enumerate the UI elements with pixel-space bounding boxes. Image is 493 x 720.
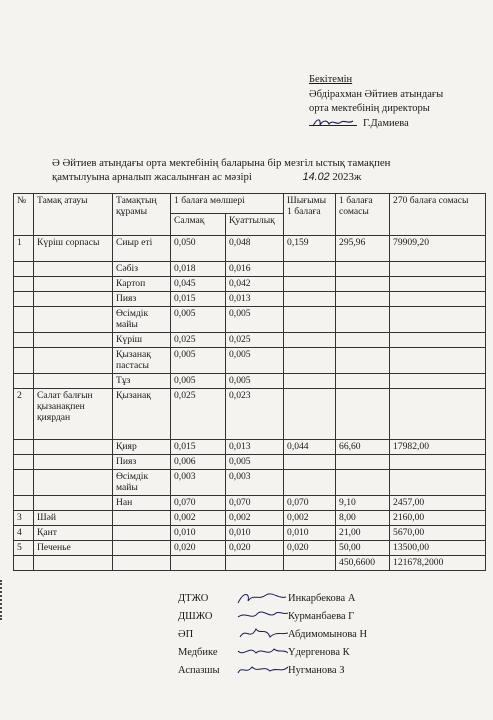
cell-out [284,333,336,348]
cell-no [14,292,34,307]
cell-c1 [336,455,390,470]
cell-c270: 17982,00 [390,440,486,455]
cell-ing: Пияз [113,455,171,470]
cell-w: 0,050 [171,236,226,262]
cell-c1: 8,00 [336,511,390,526]
cell-w: 0,010 [171,526,226,541]
signature-row [178,589,367,607]
handwritten-signature [236,589,288,607]
table-row [14,348,486,374]
table-row [14,511,486,526]
signature-name: Курманбаева Г [288,611,355,622]
cell-no [14,440,34,455]
title-line-2-text: қамтылуына арналып жасалынған ас мәзірі [52,171,252,183]
cell-no [14,307,34,333]
signature-row [178,607,367,625]
menu-table [13,193,486,571]
cell-no [14,455,34,470]
cell-out [284,277,336,292]
cell-c1 [336,374,390,389]
cell-out [284,455,336,470]
cell-w: 0,015 [171,292,226,307]
approval-block [309,73,443,131]
table-row [14,277,486,292]
cell-w: 0,002 [171,511,226,526]
cell-c1 [336,307,390,333]
cell-c1 [336,262,390,277]
cell-y: 0,025 [226,333,284,348]
cell-no [14,374,34,389]
cell-c270 [390,277,486,292]
page-edge-mark [0,580,5,620]
signature-name: Нугманова З [288,665,345,676]
cell-y: 0,005 [226,307,284,333]
table-row [14,389,486,440]
handwritten-signature [236,661,288,679]
table-row [14,556,486,571]
cell-y: 0,010 [226,526,284,541]
cell-w: 0,005 [171,374,226,389]
cell-y: 0,005 [226,374,284,389]
cell-dish [34,348,113,374]
cell-ing: Өсімдік майы [113,470,171,496]
cell-dish [34,307,113,333]
table-row [14,262,486,277]
signature-name: Инкарбекова А [288,593,356,604]
cell-out [284,292,336,307]
cell-no [14,470,34,496]
cell-no: 4 [14,526,34,541]
cell-no: 5 [14,541,34,556]
cell-ing [113,541,171,556]
cell-c270 [390,389,486,440]
cell-c1: 295,96 [336,236,390,262]
cell-dish: Шәй [34,511,113,526]
cell-c1: 50,00 [336,541,390,556]
approval-line-2: орта мектебінің директоры [309,103,430,114]
cell-out [284,389,336,440]
cell-y: 0,002 [226,511,284,526]
cell-no [14,348,34,374]
table-row [14,455,486,470]
cell-dish: Күріш сорпасы [34,236,113,262]
handwritten-signature [236,607,288,625]
header-dish: Тамақ атауы [34,194,113,236]
cell-no: 1 [14,236,34,262]
cell-c270: 2160,00 [390,511,486,526]
cell-ing: Пияз [113,292,171,307]
cell-c270 [390,292,486,307]
cell-y: 0,005 [226,455,284,470]
cell-w: 0,025 [171,389,226,440]
cell-out [284,470,336,496]
cell-dish [34,440,113,455]
cell-c270 [390,307,486,333]
approval-line-1: Әбдірахман Әйтиев атындағы [309,88,444,100]
header-cost-one: 1 балаға сомасы [336,194,390,236]
signature-role: ӘП [178,629,194,640]
cell-ing: Сиыр еті [113,236,171,262]
cell-no [14,496,34,511]
cell-c1 [336,333,390,348]
cell-c1 [336,277,390,292]
header-yield: Қуаттылық [226,214,284,236]
cell-ing [113,526,171,541]
table-row [14,496,486,511]
cell-out [284,307,336,333]
title-year: 2023ж [332,171,362,183]
cell-out: 0,002 [284,511,336,526]
cell-dish [34,374,113,389]
cell-c1 [336,348,390,374]
cell-y: 0,070 [226,496,284,511]
signatures-block [178,589,367,679]
cell-out: 0,070 [284,496,336,511]
cell-w: 0,006 [171,455,226,470]
cell-ing: Сәбіз [113,262,171,277]
cell-dish [34,277,113,292]
table-row [14,526,486,541]
table-row [14,236,486,262]
cell-w [171,556,226,571]
header-per-child: 1 балаға мөлшері [171,194,284,214]
cell-w: 0,070 [171,496,226,511]
cell-y: 0,023 [226,389,284,440]
cell-dish [34,262,113,277]
cell-dish [34,556,113,571]
cell-y: 0,013 [226,292,284,307]
table-header-row [14,194,486,214]
cell-out [284,262,336,277]
cell-dish [34,496,113,511]
cell-no [14,262,34,277]
header-output: Шығымы 1 балаға [284,194,336,236]
cell-w: 0,005 [171,307,226,333]
cell-c270: 5670,00 [390,526,486,541]
cell-ing: Қызанақ [113,389,171,440]
cell-c270 [390,455,486,470]
cell-ing: Қияр [113,440,171,455]
cell-ing [113,511,171,526]
cell-c270 [390,333,486,348]
cell-y: 0,016 [226,262,284,277]
cell-c270: 79909,20 [390,236,486,262]
cell-out: 0,044 [284,440,336,455]
cell-c1: 9,10 [336,496,390,511]
signature-name: Үдергенова К [288,647,350,658]
cell-c1: 450,6600 [336,556,390,571]
signature-name: Абдимомынова Н [288,629,368,640]
header-composition: Тамақтың құрамы [113,194,171,236]
cell-no: 2 [14,389,34,440]
signature-role: ДТЖО [178,593,209,604]
cell-ing [113,556,171,571]
cell-out [284,374,336,389]
signature-role: Медбике [178,647,218,658]
signature-row [178,661,367,679]
signature-row [178,625,367,643]
document-title [52,156,472,184]
cell-dish [34,455,113,470]
cell-c270: 121678,2000 [390,556,486,571]
cell-dish [34,470,113,496]
cell-c1: 66,60 [336,440,390,455]
cell-y: 0,048 [226,236,284,262]
table-row [14,374,486,389]
table-row [14,307,486,333]
cell-y: 0,020 [226,541,284,556]
cell-w: 0,020 [171,541,226,556]
cell-no [14,556,34,571]
cell-c1: 21,00 [336,526,390,541]
cell-w: 0,003 [171,470,226,496]
cell-y: 0,005 [226,348,284,374]
cell-out: 0,010 [284,526,336,541]
header-weight: Салмақ [171,214,226,236]
approval-signer-line [309,117,443,132]
table-row [14,470,486,496]
signature-row [178,643,367,661]
header-cost-270: 270 балаға сомасы [390,194,486,236]
director-signature [309,125,357,126]
cell-out: 0,159 [284,236,336,262]
cell-c270 [390,348,486,374]
cell-ing: Күріш [113,333,171,348]
handwritten-date: 14.02 [302,171,330,183]
cell-c1 [336,389,390,440]
cell-no [14,277,34,292]
cell-w: 0,018 [171,262,226,277]
cell-y: 0,042 [226,277,284,292]
cell-w: 0,015 [171,440,226,455]
signature-role: Аспазшы [178,665,220,676]
cell-c270: 13500,00 [390,541,486,556]
cell-c1 [336,470,390,496]
cell-dish: Қант [34,526,113,541]
cell-y: 0,013 [226,440,284,455]
cell-c270 [390,262,486,277]
header-no: № [14,194,34,236]
handwritten-signature [236,643,288,661]
cell-out: 0,020 [284,541,336,556]
cell-dish: Салат балғын қызанақпен қиярдан [34,389,113,440]
cell-ing: Картоп [113,277,171,292]
cell-w: 0,005 [171,348,226,374]
signature-role: ДШЖО [178,611,213,622]
cell-y: 0,003 [226,470,284,496]
cell-c270 [390,470,486,496]
title-line-2 [52,170,472,184]
table-row [14,541,486,556]
cell-dish: Печенье [34,541,113,556]
approval-header: Бекітемін [309,74,353,85]
cell-ing: Тұз [113,374,171,389]
cell-dish [34,292,113,307]
cell-dish [34,333,113,348]
cell-c270 [390,374,486,389]
cell-w: 0,045 [171,277,226,292]
cell-no: 3 [14,511,34,526]
table-row [14,333,486,348]
cell-c1 [336,292,390,307]
cell-out [284,348,336,374]
cell-no [14,333,34,348]
title-line-1: Ә Әйтиев атындағы орта мектебінің баларына бір мезгіл ыстық тамақпен [52,157,391,169]
cell-ing: Нан [113,496,171,511]
table-row [14,292,486,307]
cell-out [284,556,336,571]
cell-c270: 2457,00 [390,496,486,511]
table-row [14,440,486,455]
handwritten-signature [236,625,288,643]
cell-w: 0,025 [171,333,226,348]
cell-ing: Қызанақ пастасы [113,348,171,374]
approval-signer-name: Г.Дамиева [363,117,409,129]
cell-y [226,556,284,571]
cell-ing: Өсімдік майы [113,307,171,333]
